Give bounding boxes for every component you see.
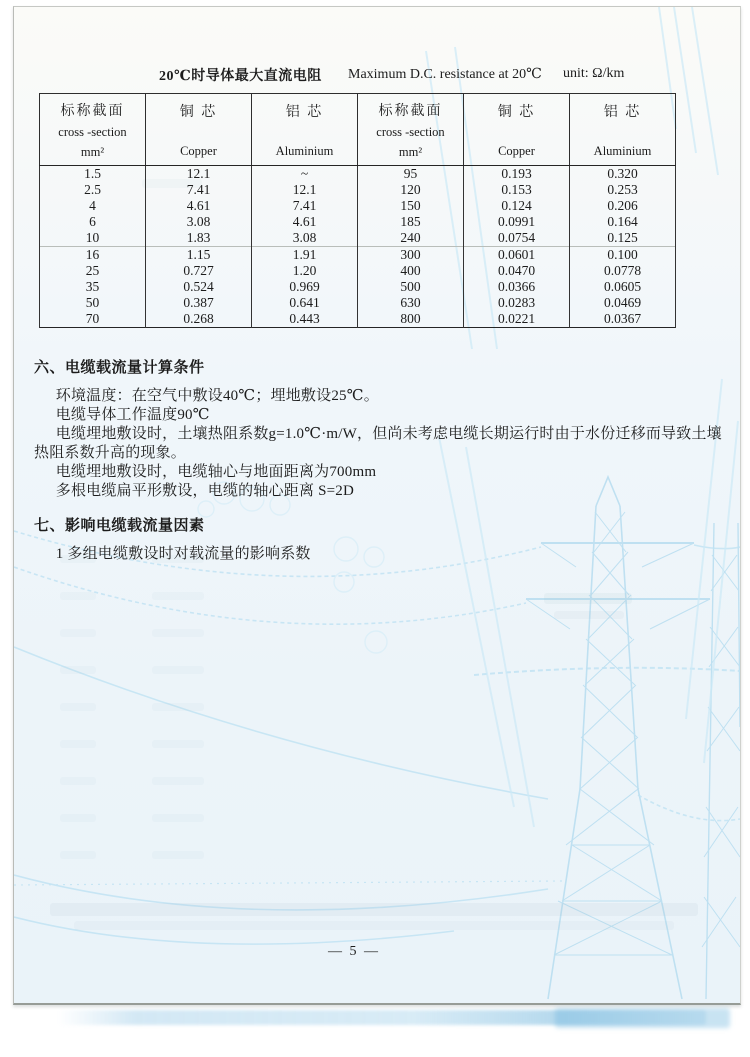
table-cell: 0.253 [570, 182, 676, 198]
table-row [40, 214, 676, 230]
table-row [40, 182, 676, 198]
table-cell: 6 [40, 214, 146, 230]
table-cell: 95 [358, 166, 464, 183]
table-cell: 1.5 [40, 166, 146, 183]
table-cell: 0.387 [146, 295, 252, 311]
table-cell: 0.0367 [570, 311, 676, 328]
table-cell: 0.0601 [464, 247, 570, 264]
table-cell: 0.0991 [464, 214, 570, 230]
section-7-heading: 七、影响电缆载流量因素 [34, 518, 205, 534]
table-cell: 0.164 [570, 214, 676, 230]
title-chinese: 20℃时导体最大直流电阻 [159, 69, 322, 84]
table-cell: 1.91 [252, 247, 358, 264]
table-cell: 0.100 [570, 247, 676, 264]
table-cell: 0.124 [464, 198, 570, 214]
body-line: 多根电缆扁平形敷设，电缆的轴心距离 S=2D [55, 483, 355, 499]
dc-resistance-table [39, 93, 676, 328]
section-6-heading: 六、电缆载流量计算条件 [34, 360, 205, 376]
table-cell: 0.0605 [570, 279, 676, 295]
header-cross-section-left: 标称截面 cross -section mm² [40, 94, 146, 166]
table-cell: 0.0470 [464, 263, 570, 279]
table-cell: 300 [358, 247, 464, 264]
table-cell: 400 [358, 263, 464, 279]
table-cell: 185 [358, 214, 464, 230]
table-cell: 630 [358, 295, 464, 311]
table-row [40, 311, 676, 328]
scanned-page [13, 6, 741, 1005]
table-row [40, 166, 676, 183]
table-cell: 0.0778 [570, 263, 676, 279]
table-cell: 0.268 [146, 311, 252, 328]
table-cell: 0.0221 [464, 311, 570, 328]
unit-label: unit: Ω/km [563, 66, 625, 81]
table-cell: 7.41 [146, 182, 252, 198]
table-cell: 120 [358, 182, 464, 198]
title-english: Maximum D.C. resistance at 20℃ [348, 67, 542, 82]
table-cell: 3.08 [146, 214, 252, 230]
table-cell: 1.83 [146, 230, 252, 247]
header-copper-left: 铜 芯 Copper [146, 94, 252, 166]
table-cell: 50 [40, 295, 146, 311]
body-line: 环境温度：在空气中敷设40℃；埋地敷设25℃。 [55, 388, 379, 404]
table-row [40, 230, 676, 247]
body-text [34, 359, 722, 564]
header-copper-right: 铜 芯 Copper [464, 94, 570, 166]
table-cell: 0.153 [464, 182, 570, 198]
table-row [40, 295, 676, 311]
body-line: 电缆埋地敷设时，土壤热阻系数g=1.0℃·m/W，但尚未考虑电缆长期运行时由于水份迁移而导致土壤热阻系数升高的现象。 [34, 426, 722, 461]
table-cell: 12.1 [252, 182, 358, 198]
table-cell: 4.61 [146, 198, 252, 214]
table-row [40, 279, 676, 295]
section-7-lines [34, 545, 722, 564]
table-cell: 0.443 [252, 311, 358, 328]
table-cell: 0.0366 [464, 279, 570, 295]
section-6-lines [34, 387, 722, 501]
table-cell: 0.727 [146, 263, 252, 279]
body-line: 电缆导体工作温度90℃ [55, 407, 210, 423]
table-row [40, 263, 676, 279]
header-cross-section-right: 标称截面 cross -section mm² [358, 94, 464, 166]
table-cell: 0.0469 [570, 295, 676, 311]
body-line: 电缆埋地敷设时，电缆轴心与地面距离为700mm [55, 464, 377, 480]
table-row [40, 247, 676, 264]
table-cell: 12.1 [146, 166, 252, 183]
table-cell: 0.0754 [464, 230, 570, 247]
table-cell: 0.0283 [464, 295, 570, 311]
table-cell: 240 [358, 230, 464, 247]
table-cell: 0.641 [252, 295, 358, 311]
table-cell: 16 [40, 247, 146, 264]
table-cell: 1.15 [146, 247, 252, 264]
table-cell: 3.08 [252, 230, 358, 247]
table-header-row [40, 94, 676, 166]
table-cell: 4 [40, 198, 146, 214]
table-row [40, 198, 676, 214]
table-cell: 7.41 [252, 198, 358, 214]
table-cell: 25 [40, 263, 146, 279]
table-cell: 10 [40, 230, 146, 247]
table-cell: ~ [252, 166, 358, 183]
table-cell: 800 [358, 311, 464, 328]
table-cell: 1.20 [252, 263, 358, 279]
table-cell: 0.969 [252, 279, 358, 295]
table-cell: 35 [40, 279, 146, 295]
table-cell: 0.206 [570, 198, 676, 214]
bleed-through-blob [555, 1008, 730, 1028]
table-cell: 150 [358, 198, 464, 214]
header-aluminium-left: 铝 芯 Aluminium [252, 94, 358, 166]
page-number: — 5 — [328, 944, 380, 959]
body-line: 1 多组电缆敷设时对载流量的影响系数 [55, 546, 311, 562]
table-cell: 500 [358, 279, 464, 295]
table-cell: 0.125 [570, 230, 676, 247]
header-aluminium-right: 铝 芯 Aluminium [570, 94, 676, 166]
table-cell: 0.524 [146, 279, 252, 295]
table-cell: 2.5 [40, 182, 146, 198]
table-cell: 70 [40, 311, 146, 328]
page-title-row [14, 65, 740, 85]
table-cell: 4.61 [252, 214, 358, 230]
table-cell: 0.320 [570, 166, 676, 183]
table-cell: 0.193 [464, 166, 570, 183]
